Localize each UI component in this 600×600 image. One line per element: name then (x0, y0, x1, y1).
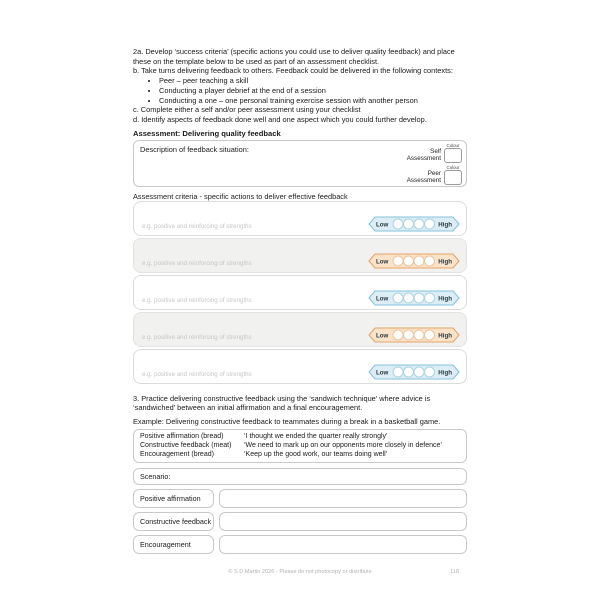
high-label: High (438, 221, 452, 229)
rating-dot[interactable] (404, 256, 414, 266)
peer-assessment-label: Peer Assessment (406, 169, 441, 184)
rating-dot[interactable] (425, 293, 435, 303)
scenario-input-box[interactable] (133, 468, 467, 485)
rating-dot[interactable] (425, 256, 435, 266)
peer-colour-box[interactable] (444, 170, 462, 185)
rating-dot[interactable] (393, 330, 403, 340)
rating-dot[interactable] (393, 293, 403, 303)
high-label: High (438, 258, 452, 266)
high-label: High (438, 332, 452, 340)
context-bullet: • Peer – peer teaching a skill (159, 76, 467, 86)
low-label: Low (376, 295, 389, 303)
self-colour-box[interactable] (444, 148, 462, 163)
encouragement-label: Encouragement (133, 535, 214, 554)
rating-dot[interactable] (393, 219, 403, 229)
worksheet-page (133, 47, 467, 554)
criteria-box-2[interactable] (133, 238, 467, 273)
high-label: High (438, 295, 452, 303)
rating-scale-arrow (368, 290, 460, 306)
assessment-heading: Assessment: Delivering quality feedback (133, 128, 281, 138)
rating-dot[interactable] (404, 293, 414, 303)
constructive-feedback-label: Constructive feedback (133, 512, 214, 531)
rating-scale-arrow (368, 327, 460, 343)
criteria-heading: Assessment criteria - specific actions to deliver effective feedback (133, 191, 348, 201)
rating-dot[interactable] (414, 330, 424, 340)
page-footer (133, 569, 467, 575)
positive-affirmation-row (133, 489, 467, 508)
rating-dot[interactable] (404, 219, 414, 229)
rating-scale-arrow (368, 364, 460, 380)
colour-caption: Colour (446, 164, 460, 170)
instruction-c: c. Complete either a self and/or peer assessment using your checklist (133, 105, 361, 115)
rating-dot[interactable] (404, 367, 414, 377)
colour-caption: Colour (446, 142, 460, 148)
description-label: Description of feedback situation: (140, 144, 249, 154)
rating-dot[interactable] (425, 367, 435, 377)
instruction-b: b. Take turns delivering feedback to others. Feedback could be delivered in the following contexts: (133, 66, 453, 76)
rating-dot[interactable] (414, 367, 424, 377)
criteria-placeholder: e.g. positive and reinforcing of strengths (142, 370, 252, 378)
low-label: Low (376, 332, 389, 340)
example-intro: Example: Delivering constructive feedback to teammates during a break in a basketball game. (133, 417, 441, 427)
low-label: Low (376, 221, 389, 229)
criteria-placeholder: e.g. positive and reinforcing of strengths (142, 333, 252, 341)
example-quote: ‘Keep up the good work, our teams doing well’ (244, 450, 388, 458)
rating-dot[interactable] (393, 367, 403, 377)
constructive-feedback-row (133, 512, 467, 531)
context-bullet: • Conducting a one – one personal training exercise session with another person (159, 96, 467, 106)
positive-affirmation-label: Positive affirmation (133, 489, 214, 508)
peer-assessment-slot (395, 165, 462, 185)
self-colour-group (444, 143, 462, 163)
example-quote: ‘I thought we ended the quarter really strongly’ (244, 433, 388, 441)
rating-dot[interactable] (414, 256, 424, 266)
peer-colour-group (444, 165, 462, 185)
criteria-placeholder: e.g. positive and reinforcing of strengths (142, 259, 252, 267)
self-assessment-label: Self Assessment (406, 147, 441, 162)
constructive-feedback-field[interactable] (219, 512, 467, 531)
page-number: 118 (450, 569, 459, 575)
scenario-label: Scenario: (140, 472, 171, 482)
rating-scale-arrow (368, 216, 460, 232)
positive-affirmation-field[interactable] (219, 489, 467, 508)
rating-dot[interactable] (425, 330, 435, 340)
encouragement-field[interactable] (219, 535, 467, 554)
rating-scale-arrow (368, 253, 460, 269)
criteria-box-4[interactable] (133, 312, 467, 347)
criteria-placeholder: e.g. positive and reinforcing of strengths (142, 222, 252, 230)
low-label: Low (376, 369, 389, 377)
context-bullet-list (145, 76, 467, 105)
self-assessment-slot (395, 143, 462, 163)
rating-dot[interactable] (404, 330, 414, 340)
low-label: Low (376, 258, 389, 266)
copyright-text: © S D Martin 2026 - Please do not photocopy or distribute (228, 569, 372, 575)
feedback-description-box[interactable] (133, 140, 467, 187)
context-bullet: • Conducting a player debrief at the end of a session (159, 86, 467, 96)
criteria-box-5[interactable] (133, 349, 467, 384)
example-label: Positive affirmation (bread) (140, 433, 224, 441)
criteria-box-3[interactable] (133, 275, 467, 310)
criteria-placeholder: e.g. positive and reinforcing of strengths (142, 296, 252, 304)
rating-dot[interactable] (425, 219, 435, 229)
high-label: High (438, 369, 452, 377)
rating-dot[interactable] (414, 293, 424, 303)
instruction-d: d. Identify aspects of feedback done well and one aspect which you could further develop. (133, 114, 427, 124)
example-label: Constructive feedback (meat) (140, 441, 232, 449)
example-label: Encouragement (bread) (140, 450, 214, 458)
instruction-2a: 2a. Develop ‘success criteria’ (specific actions you could use to deliver quality feedback) and place these on the template below to be used as part of an assessment checklist. (133, 47, 455, 66)
encouragement-row (133, 535, 467, 554)
rating-dot[interactable] (393, 256, 403, 266)
rating-dot[interactable] (414, 219, 424, 229)
example-quote: ‘We need to mark up on our opponents more closely in defence’ (244, 441, 442, 449)
criteria-box-1[interactable] (133, 201, 467, 236)
sandwich-example-box (133, 429, 467, 463)
instructions-block (133, 47, 467, 125)
sandwich-instruction: 3. Practice delivering constructive feedback using the ‘sandwich technique’ where advice is ‘sandwiched’ between an initial affirmation and a final encouragement. (133, 393, 431, 413)
assessment-slots (395, 143, 462, 185)
